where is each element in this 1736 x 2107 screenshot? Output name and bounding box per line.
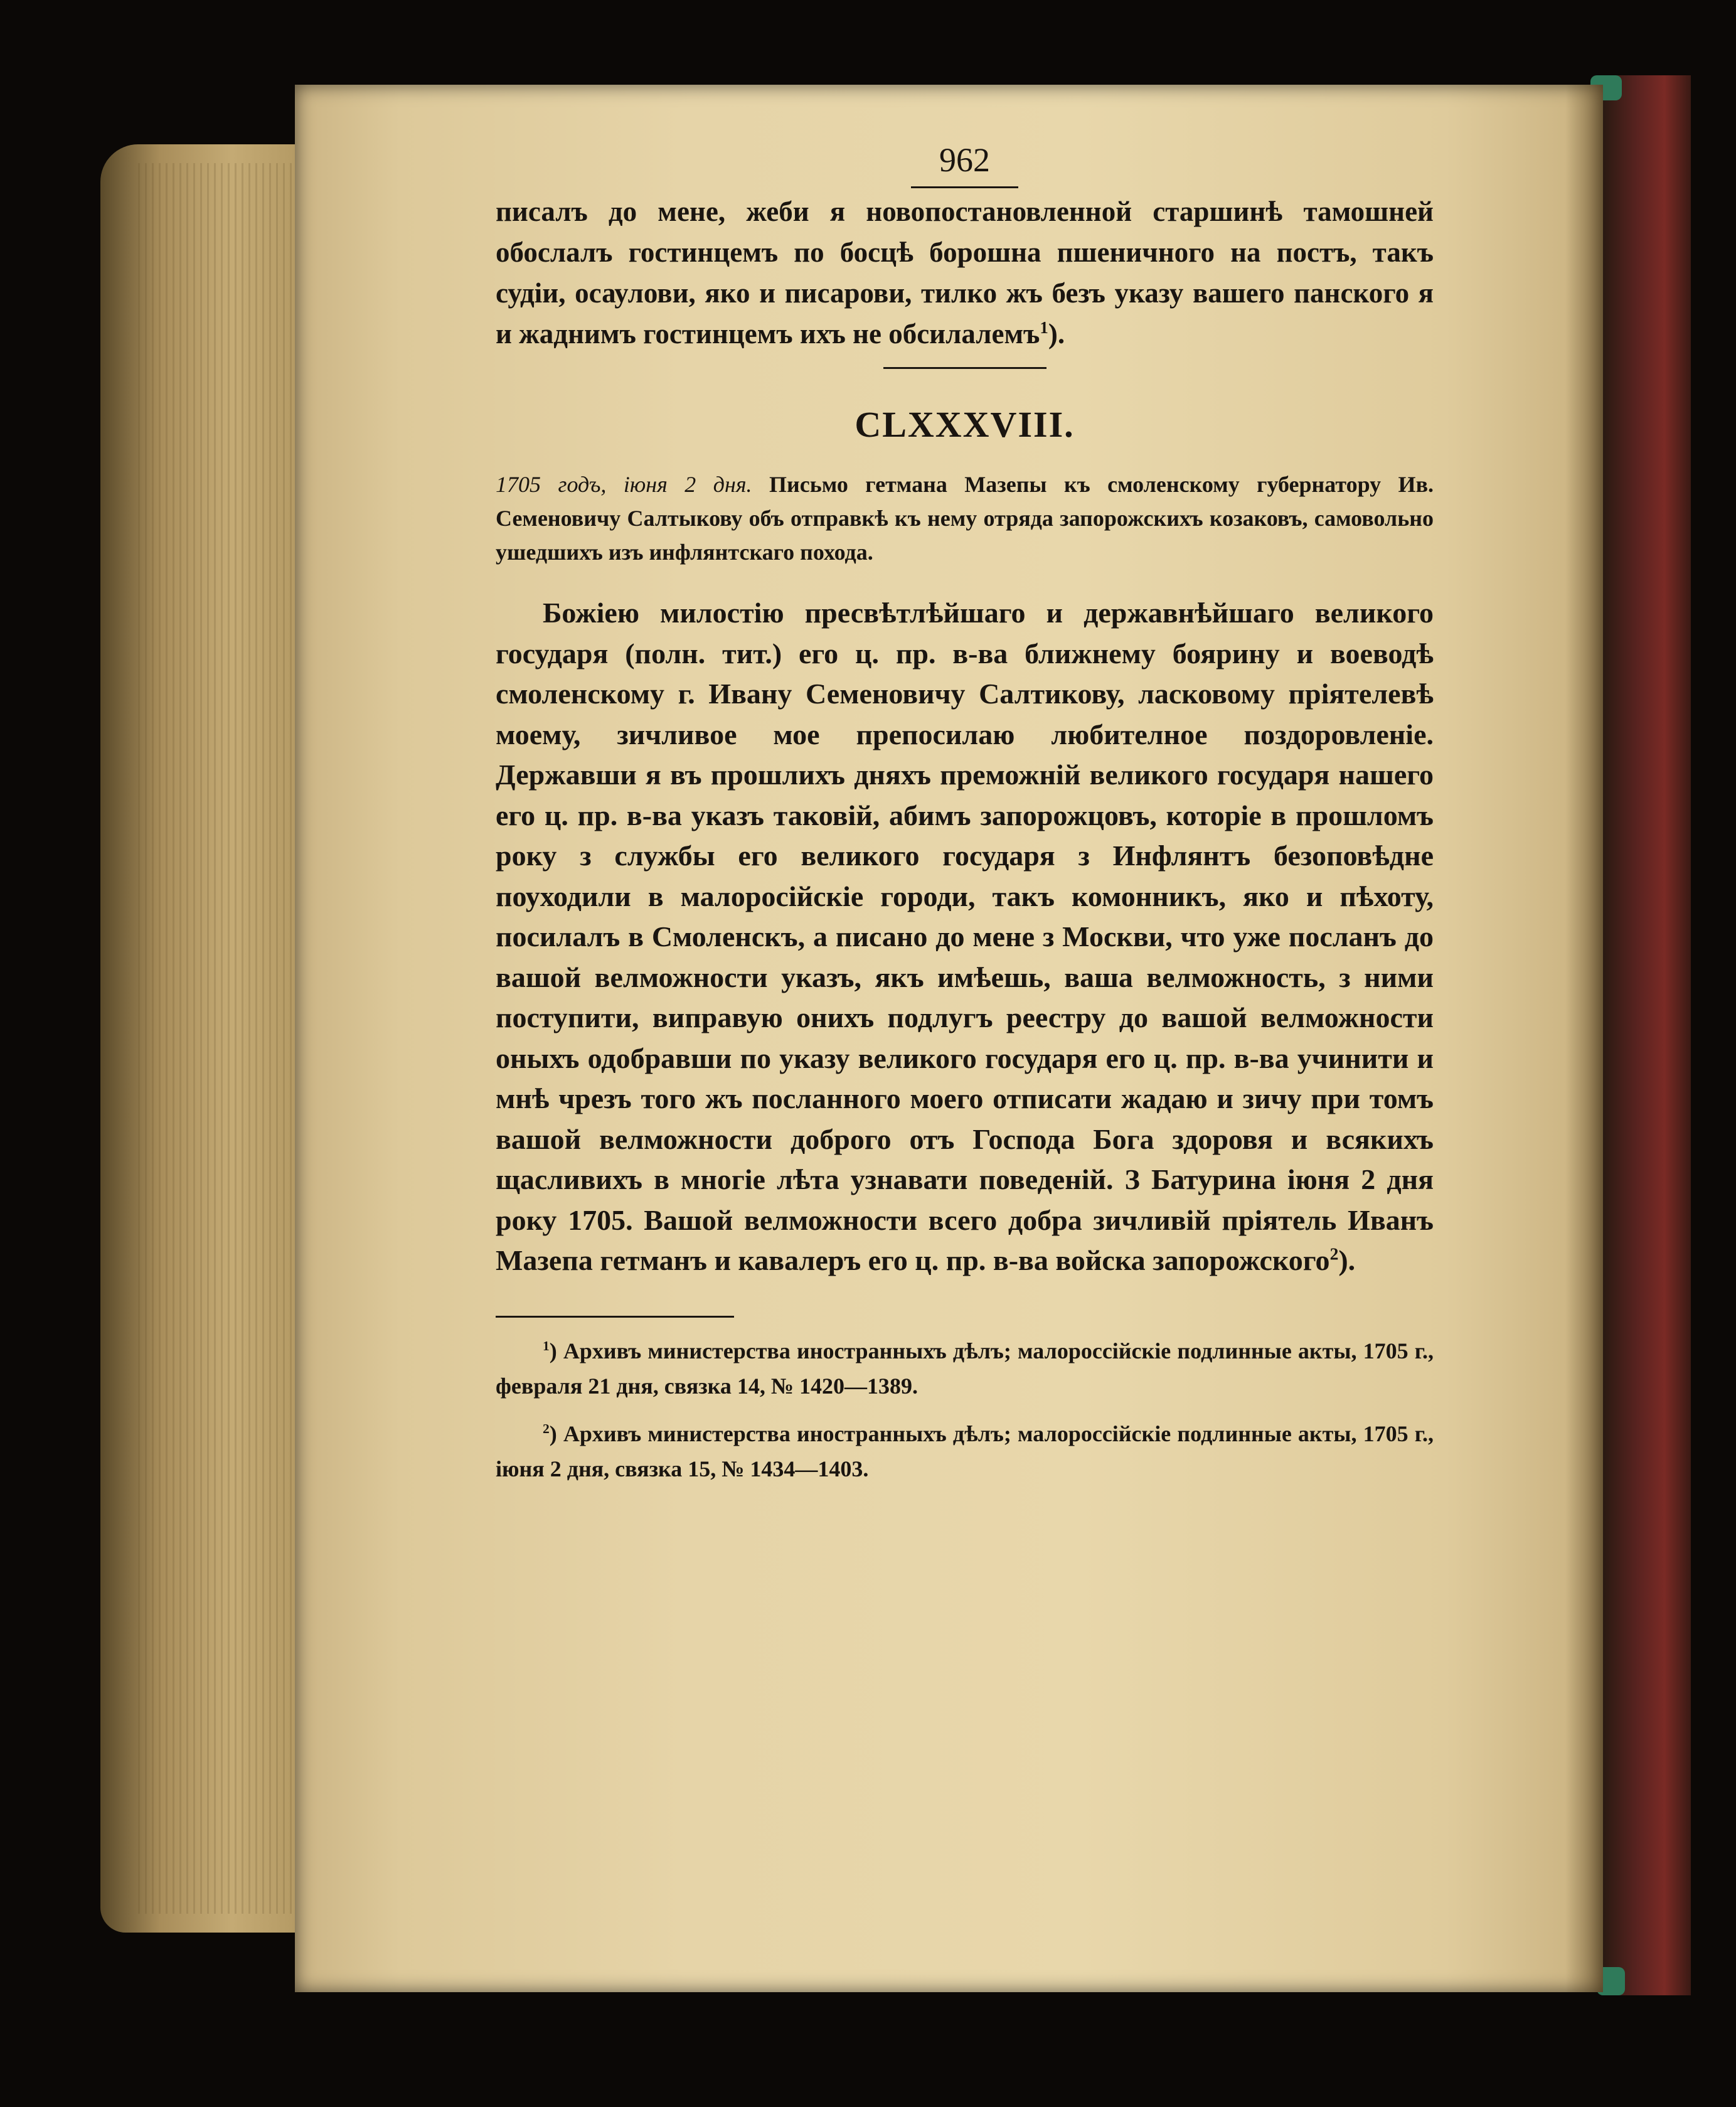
summary-text: Письмо гетмана Мазепы къ смоленскому губернатору Ив. Семеновичу Салтыкову объ отправкѣ къ нему отряда запорожскихъ козаковъ, самовольно ушедшихъ изъ инфлянтскаго похода.	[496, 472, 1434, 565]
letter-body: Божіею милостію пресвѣтлѣйшаго и державнѣйшаго великого государя (полн. тит.) его ц. пр. в-ва ближнему боярину и воеводѣ смоленскому г. Ивану Семеновичу Салтикову, ласковому пріятелевѣ моему, зичливое мое препосилаю любителное поздоровленіе. Державши я въ прошлихъ дняхъ преможній великого государя нашего его ц. пр. в-ва указъ таковій, абимъ запорожцовъ, которіе в прошломъ року з службы его великого государя з Инфлянтъ безоповѣдне поуходили в малоросійскіе городи, такъ комонникъ, яко и пѣхоту, посилалъ в Смоленскъ, а писано до мене з Москви, что уже посланъ до вашой велможности указъ, якъ имѣешь, ваша велможность, з ними поступити, виправую онихъ подлугъ реестру до вашой велможности оныхъ одобравши по указу великого государя его ц. пр. в-ва учинити и мнѣ чрезъ того жъ посланного моего отписати жадаю и зичу при томъ вашой велможности доброго отъ Господа Бога здоровя и всякихъ щасливихъ в многіе лѣта узнавати поведеній. З Батурина іюня 2 дня року 1705. Вашой велможности всего добра зичливій пріятель Иванъ Мазепа гетманъ и кавалеръ его ц. пр. в-ва войска запорожского$^2$).	[496, 597, 1434, 1276]
carry-over-paragraph: писалъ до мене, жеби я новопостановленной старшинѣ тамошней обослалъ гостинцемъ по босцѣ борошна пшеничного на постъ, такъ судіи, осаулови, яко и писарови, тилко жъ безъ указу вашего панского я и жаднимъ гостинцемъ ихъ не обсилалемъ$^1$).	[496, 196, 1434, 349]
footnote-1-mark: 1	[543, 1338, 550, 1353]
footnote-2: $^2$) Архивъ министерства иностранныхъ дѣлъ; малороссійскіе подлинные акты, 1705 г., іюня 2 дня, связка 15, № 1434—1403.	[496, 1421, 1434, 1481]
footnote-1: $^1$) Архивъ министерства иностранныхъ дѣлъ; малороссійскіе подлинные акты, 1705 г., февраля 21 дня, связка 14, № 1420—1389.	[496, 1338, 1434, 1399]
book-right-cover	[1603, 75, 1691, 1995]
footnote-ref-1: 1	[1040, 318, 1048, 337]
page-gutter-shadow	[1565, 85, 1603, 1992]
footnote-2-mark: 2	[543, 1421, 550, 1436]
summary-date: 1705 годъ, іюня 2 дня.	[496, 472, 752, 497]
page-number: 962	[496, 135, 1434, 185]
page-content	[496, 135, 1434, 1499]
section-divider	[883, 367, 1046, 369]
document-heading: CLXXXVIII.	[855, 404, 1075, 445]
document-summary	[496, 467, 1434, 569]
footnote-ref-2: 2	[1329, 1244, 1339, 1264]
footnote-divider	[496, 1316, 734, 1318]
